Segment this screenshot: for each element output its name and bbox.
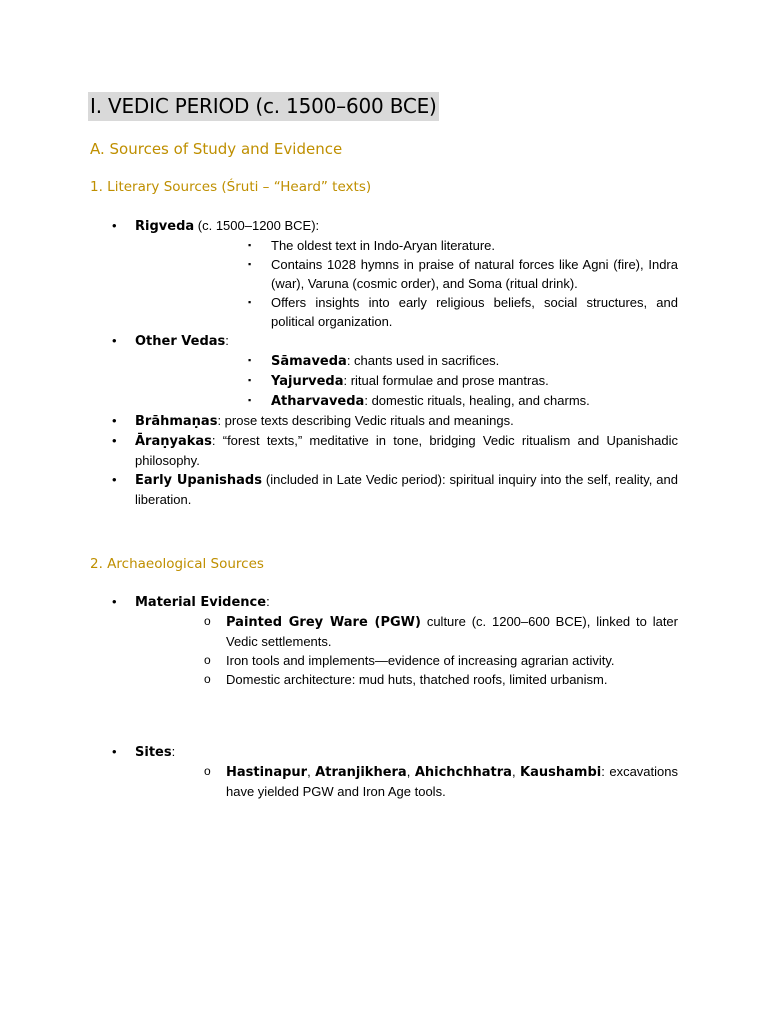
list-item: o Domestic architecture: mud huts, thatched roofs, limited urbanism. — [204, 672, 608, 687]
bullet-disc: • — [112, 744, 117, 759]
sites-sublist — [135, 762, 678, 801]
bullet-disc: • — [112, 594, 117, 609]
bullet-square: ▪ — [248, 297, 252, 307]
rigveda-sublist — [135, 236, 678, 331]
bullet-disc: • — [112, 218, 117, 233]
subsection-title-archaeological: 2. Archaeological Sources — [90, 556, 264, 572]
bullet-circle: o — [204, 614, 211, 628]
bullet-square: ▪ — [248, 240, 252, 250]
bullet-square: ▪ — [248, 259, 252, 269]
material-evidence-sublist — [135, 612, 678, 689]
list-item: ▪ Yajurveda: ritual formulae and prose mantras. — [248, 373, 549, 389]
other-vedas-sublist — [135, 351, 678, 411]
list-item: ▪ Offers insights into early religious beliefs, social structures, and political organization. — [248, 295, 678, 329]
list-item: o Hastinapur, Atranjikhera, Ahichchhatra, Kaushambi: excavations have yielded PGW and Iron Age tools. — [204, 764, 678, 799]
bullet-circle: o — [204, 764, 211, 778]
subheading-sources: A. Sources of Study and Evidence — [90, 140, 343, 158]
bullet-circle: o — [204, 672, 211, 686]
subsection-title-literary: 1. Literary Sources (Śruti – “Heard” texts) — [90, 179, 372, 195]
bullet-disc: • — [112, 413, 117, 428]
list-item-material-evidence: • Material Evidence: o Painted Grey Ware (PGW) culture (c. 1200–600 BCE), linked to later Vedic settlements. o Iron tools and implements—evidence of increasing agrarian activity. o Domestic architecture: mud huts, thatched roofs, limited urbanism. — [112, 594, 678, 687]
bullet-circle: o — [204, 653, 211, 667]
bullet-disc: • — [112, 472, 117, 487]
list-item-rigveda: • Rigveda (c. 1500–1200 BCE): ▪ The oldest text in Indo-Aryan literature. ▪ Contains 1028 hymns in praise of natural forces like Agni (fire), Indra (war), Varuna (cosmic order), and Soma (ritual drink). ▪ Offers insights into early religious beliefs, social structures, and political organization. — [112, 218, 678, 329]
literary-sources-list — [90, 216, 678, 509]
list-item: o Iron tools and implements—evidence of increasing agrarian activity. — [204, 653, 615, 668]
list-item-other-vedas: • Other Vedas: ▪ Sāmaveda: chants used in sacrifices. ▪ Yajurveda: ritual formulae and prose mantras. ▪ Atharvaveda: domestic rituals, healing, and charms. — [90, 331, 678, 411]
archaeological-list-sites — [90, 742, 678, 801]
bullet-square: ▪ — [248, 375, 252, 385]
list-item: ▪ The oldest text in Indo-Aryan literature. — [248, 238, 496, 253]
section-heading-vedic-period: I. VEDIC PERIOD (c. 1500–600 BCE) — [88, 92, 439, 121]
bullet-square: ▪ — [248, 355, 252, 365]
list-item: ▪ Atharvaveda: domestic rituals, healing, and charms. — [248, 393, 590, 409]
bullet-square: ▪ — [248, 395, 252, 405]
list-item: ▪ Contains 1028 hymns in praise of natural forces like Agni (fire), Indra (war), Varuna (cosmic order), and Soma (ritual drink). — [248, 257, 678, 291]
list-item: o Painted Grey Ware (PGW) culture (c. 1200–600 BCE), linked to later Vedic settlements. — [204, 614, 678, 649]
archaeological-list-material — [90, 592, 678, 689]
list-item-sites: • Sites: o Hastinapur, Atranjikhera, Ahichchhatra, Kaushambi: excavations have yielded PGW and Iron Age tools. — [112, 744, 678, 799]
list-item-brahmanas: • Brāhmaṇas: prose texts describing Vedic rituals and meanings. — [112, 413, 514, 429]
bullet-disc: • — [112, 333, 117, 348]
document-page — [90, 92, 678, 799]
bullet-disc: • — [112, 433, 117, 448]
list-item-early-upanishads: • Early Upanishads (included in Late Vedic period): spiritual inquiry into the self, reality, and liberation. — [112, 472, 678, 507]
list-item: ▪ Sāmaveda: chants used in sacrifices. — [248, 353, 500, 369]
list-item-aranyakas: • Āraṇyakas: “forest texts,” meditative in tone, bridging Vedic ritualism and Upanishadic philosophy. — [112, 433, 678, 468]
